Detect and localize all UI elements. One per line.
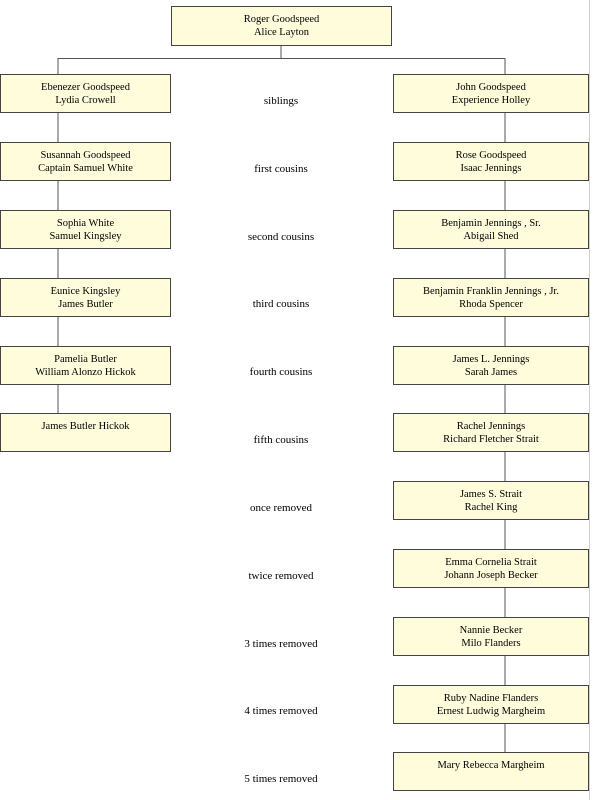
- right-person-2: Ernest Ludwig Margheim: [436, 706, 546, 717]
- right-person-1: Benjamin Jennings , Sr.: [441, 218, 541, 229]
- left-person-2: Lydia Crowell: [55, 95, 116, 106]
- left-person-2: William Alonzo Hickok: [35, 367, 136, 378]
- right-person-2: Isaac Jennings: [460, 163, 522, 174]
- relationship-label: twice removed: [248, 570, 314, 582]
- left-person-2: Captain Samuel White: [38, 163, 133, 174]
- right-couple-box-3: [393, 210, 589, 249]
- relationship-label: fifth cousins: [253, 434, 309, 446]
- relationship-label: 5 times removed: [244, 773, 318, 785]
- relationship-label: 3 times removed: [244, 638, 318, 650]
- right-couple-box-10: [393, 685, 589, 724]
- root-couple-box: [171, 6, 392, 46]
- left-couple-box-2: [0, 142, 171, 181]
- left-person-2: Samuel Kingsley: [49, 231, 122, 242]
- right-couple-box-8: [393, 549, 589, 588]
- left-person-1: Sophia White: [56, 218, 115, 229]
- right-couple-box-9: [393, 617, 589, 656]
- right-person-1: James S. Strait: [459, 489, 523, 500]
- left-person-1: Pamelia Butler: [54, 354, 117, 365]
- left-person-1: Susannah Goodspeed: [40, 150, 131, 161]
- right-couple-box-2: [393, 142, 589, 181]
- right-person-1: Benjamin Franklin Jennings , Jr.: [423, 286, 559, 297]
- relationship-label: fourth cousins: [249, 366, 313, 378]
- page-edge-divider: [589, 0, 590, 800]
- right-person-2: Sarah James: [464, 367, 518, 378]
- left-couple-box-3: [0, 210, 171, 249]
- right-person-1: Nannie Becker: [459, 625, 523, 636]
- right-couple-box-7: [393, 481, 589, 520]
- relationship-label: siblings: [263, 95, 299, 107]
- right-person-1: Rachel Jennings: [456, 421, 526, 432]
- right-person-2: Richard Fletcher Strait: [443, 434, 539, 445]
- right-person-2: Abigail Shed: [463, 231, 519, 242]
- right-couple-box-6: [393, 413, 589, 452]
- left-person-1: Eunice Kingsley: [50, 286, 121, 297]
- right-couple-box-11: [393, 752, 589, 791]
- relationship-label: once removed: [250, 502, 312, 514]
- left-couple-box-1: [0, 74, 171, 113]
- right-couple-box-1: [393, 74, 589, 113]
- right-person-2: Rachel King: [464, 502, 518, 513]
- relationship-label: second cousins: [247, 231, 315, 243]
- right-person-2: Milo Flanders: [461, 638, 521, 649]
- right-person-1: Rose Goodspeed: [455, 150, 527, 161]
- left-couple-box-4: [0, 278, 171, 317]
- relationship-label: third cousins: [252, 298, 310, 310]
- relationship-label: first cousins: [254, 163, 308, 175]
- right-person-2: Rhoda Spencer: [459, 299, 523, 310]
- right-couple-box-5: [393, 346, 589, 385]
- right-person-2: Experience Holley: [451, 95, 531, 106]
- root-person-2: Alice Layton: [253, 27, 310, 38]
- right-person-1: Mary Rebecca Margheim: [437, 760, 545, 771]
- left-couple-box-5: [0, 346, 171, 385]
- left-couple-box-6: [0, 413, 171, 452]
- right-person-2: Johann Joseph Becker: [444, 570, 538, 581]
- root-person-1: Roger Goodspeed: [243, 14, 320, 25]
- right-person-1: Ruby Nadine Flanders: [443, 693, 539, 704]
- left-person-2: James Butler: [58, 299, 113, 310]
- right-person-1: James L. Jennings: [452, 354, 530, 365]
- relationship-label: 4 times removed: [244, 705, 318, 717]
- right-couple-box-4: [393, 278, 589, 317]
- left-person-1: James Butler Hickok: [41, 421, 130, 432]
- left-person-1: Ebenezer Goodspeed: [41, 82, 130, 93]
- right-person-1: Emma Cornelia Strait: [445, 557, 537, 568]
- right-person-1: John Goodspeed: [456, 82, 526, 93]
